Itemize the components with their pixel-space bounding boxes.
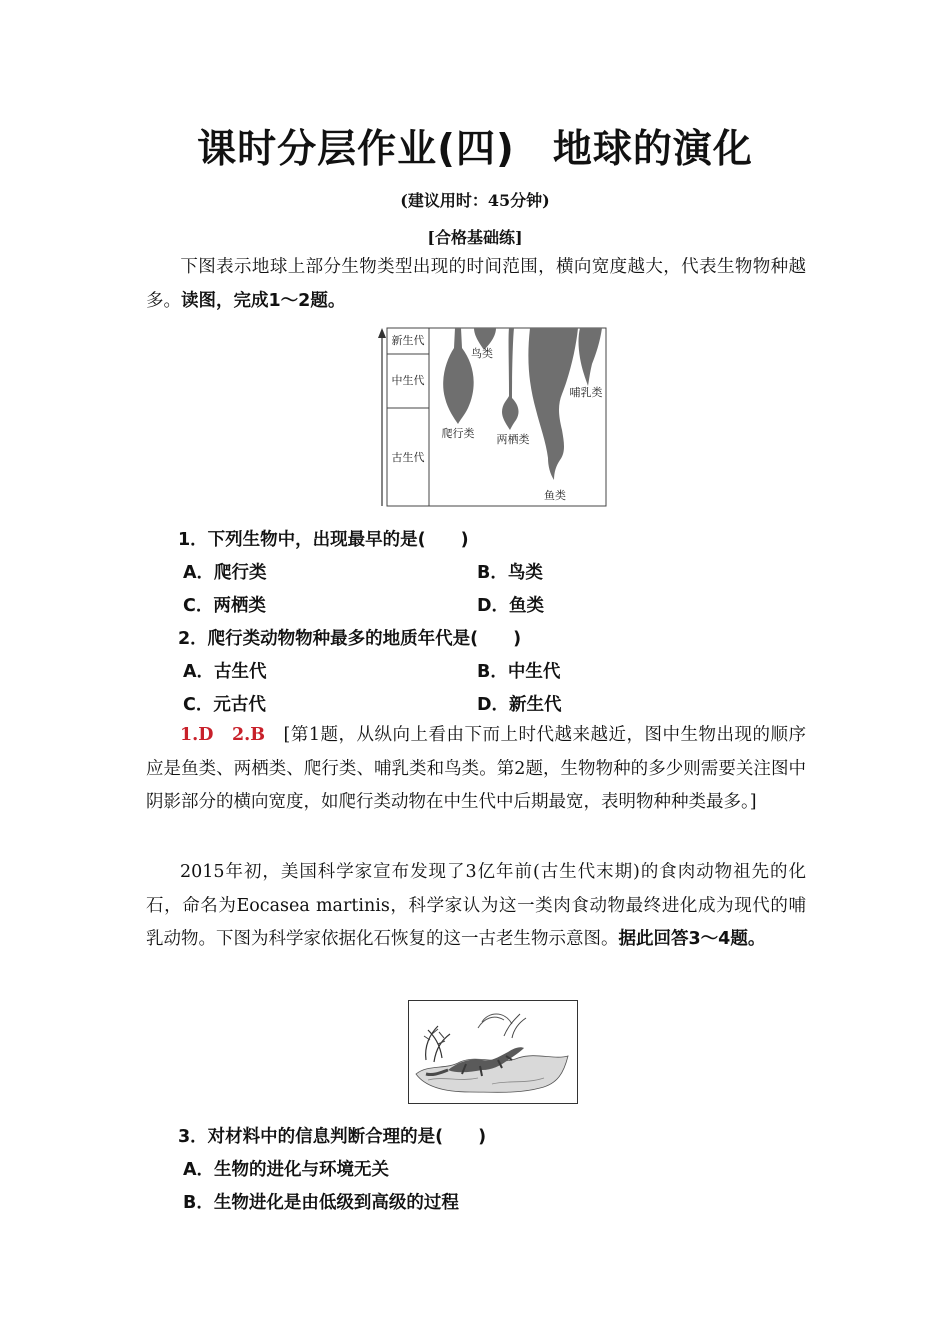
label-fish: 鱼类: [544, 489, 566, 502]
q2-option-c: C．元古代: [183, 695, 266, 715]
era-cenozoic: 新生代: [391, 334, 425, 347]
question-2: 2．爬行类动物物种最多的地质年代是( ): [178, 629, 522, 649]
q1-option-a: A．爬行类: [183, 563, 267, 583]
intro-paragraph-2: [146, 856, 806, 957]
era-paleozoic: 古生代: [391, 451, 425, 464]
q3-option-a: A．生物的进化与环境无关: [183, 1160, 390, 1180]
question-1: 1．下列生物中，出现最早的是( ): [178, 530, 469, 550]
amphibian-shape: [502, 328, 519, 430]
title-sub: 地球的演化: [552, 127, 753, 172]
q1-option-d: D．鱼类: [477, 596, 545, 616]
label-mammal: 哺乳类: [569, 386, 603, 399]
answer-keys: 1.D 2.B: [180, 725, 266, 745]
evolution-figure: [370, 324, 610, 510]
mammal-shape: [579, 328, 603, 386]
reptile-shape: [443, 328, 473, 424]
answer-explanation: [第1题，从纵向上看由下而上时代越来越近，图中生物出现的顺序应是鱼类、两栖类、爬行类、哺乳类和鸟类。第2题，生物物种的多少则需要关注图中阴影部分的横向宽度，如爬行类动物在中生代中后期最宽，表明物种种类最多。]: [146, 725, 807, 812]
intro2-instruction: 据此回答3～4题。: [618, 929, 766, 949]
intro2-text: 2015年初，美国科学家宣布发现了3亿年前(古生代末期)的食肉动物祖先的化石，命名为Eocasea martinis，科学家认为这一类肉食动物最终进化成为现代的哺乳动物。下图为科学家依据化石恢复的这一古老生物示意图。: [146, 862, 806, 949]
section-heading: [合格基础练]: [427, 228, 523, 247]
q1-option-b: B．鸟类: [477, 563, 543, 583]
q3-option-b: B．生物进化是由低级到高级的过程: [183, 1193, 459, 1213]
q1-option-c: C．两栖类: [183, 596, 266, 616]
intro1-text: 下图表示地球上部分生物类型出现的时间范围，横向宽度越大，代表生物物种越多。: [146, 257, 806, 311]
q2-option-b: B．中生代: [477, 662, 561, 682]
label-reptile: 爬行类: [441, 427, 475, 440]
fish-shape: [528, 328, 578, 480]
era-mesozoic: 中生代: [391, 374, 425, 387]
question-3: 3．对材料中的信息判断合理的是( ): [178, 1127, 487, 1147]
arrow-head-icon: [378, 328, 386, 338]
q2-option-d: D．新生代: [477, 695, 562, 715]
time-hint: (建议用时：45分钟): [400, 191, 550, 210]
intro1-instruction: 读图，完成1～2题。: [181, 290, 346, 311]
label-bird: 鸟类: [471, 347, 493, 360]
intro-paragraph-1: [146, 251, 806, 318]
page-title: [0, 118, 950, 174]
label-amphibian: 两栖类: [496, 433, 530, 446]
q2-option-a: A．古生代: [183, 662, 267, 682]
fossil-creature-figure: [408, 1000, 578, 1104]
title-main: 课时分层作业(四): [197, 127, 515, 172]
answer-1-2: [146, 719, 806, 820]
